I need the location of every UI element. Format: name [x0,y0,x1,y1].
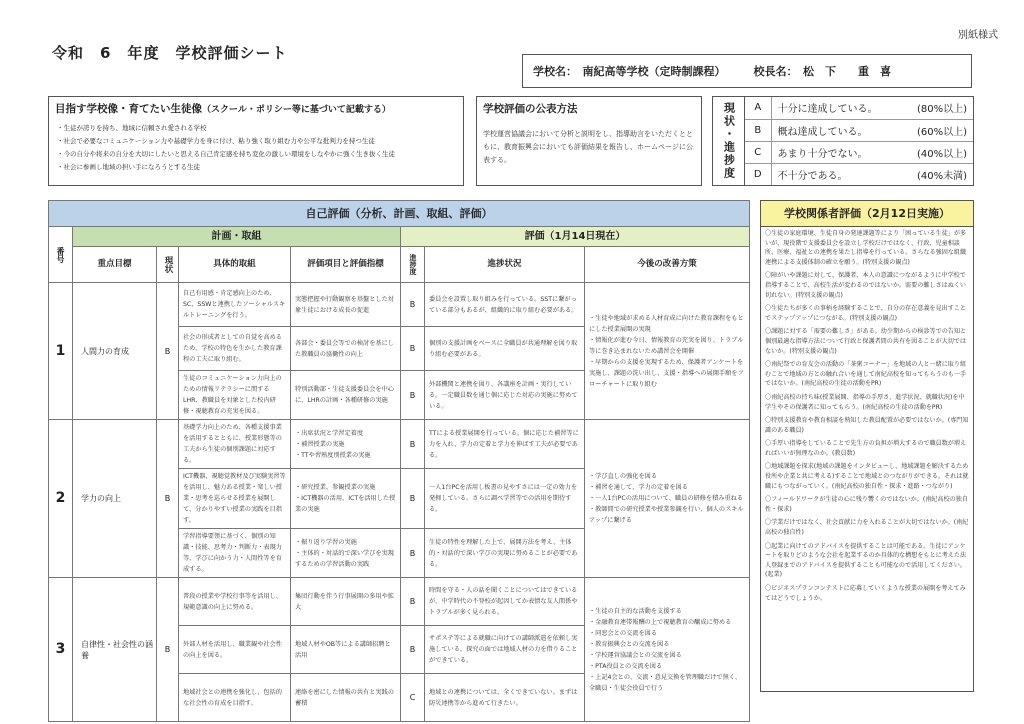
improve-item: ・教育振興会との交流を図る [589,640,670,648]
row-items: 各部会・委員会等での検討を基にした教職員の協働性の向上 [291,327,401,371]
row-state: 一人1台PCを活用し板書の見やすさには一定の効力を発揮している。さらに調べ学習等での活用を期待する。 [425,469,585,529]
principal-label: 校長名： [753,65,792,78]
scale-key: B [745,119,771,141]
scale-range: (40%以上) [901,141,973,163]
row-target: 自律性・社会性の涵養 [73,578,157,722]
scale-box [712,96,974,186]
col-state: 進捗状況 [425,247,585,283]
row-improve [585,420,750,578]
improve-item: ・教師間での研究授業や授業参観を行い、個人のスキルアップに繋げる [589,506,744,524]
improve-item: ・学び直しの強化を図る [589,473,658,480]
row-action: 社会の形成者としての自覚を高めるため、学校の特色を生かした教育課程の工夫に取り組む。 [179,327,291,371]
col-target: 重点目標 [73,247,157,283]
col-items: 評価項目と評価指標 [291,247,401,283]
row-items: ・研究授業、参観授業の実施 ・ICT機器の活用、ICTを活用した授業の実施 [291,469,401,529]
col-action: 具体的取組 [179,247,291,283]
vision-item: ・生徒が誇りを持ち、地域に信頼され愛される学校 [57,124,207,132]
vision-heading: 目指す学校像・育てたい生徒像 [55,103,202,115]
row-improve [585,283,750,420]
row-number: 1 [49,283,73,420]
row-target: 人間力の育成 [73,283,157,420]
row-status: B [157,420,179,578]
vision-list [49,122,463,174]
stakeholder-item: 〇学業だけではなく、社会貢献に力を入れることが大切ではないか。(南紀高校の独自性) [765,519,969,537]
vision-item: ・今の自分や将来の自分を大切にしたいと思える自己肯定感を持ち変化の激しい環境をしなやかに強く生き抜く生徒 [57,150,395,158]
row-state: 委員会を設置し取り組みを行っている。SSTに繋がっている部分もあるが、組織的に取り組む必要がある。 [425,283,585,327]
scale-row [745,97,973,119]
scale-row [745,141,973,163]
scale-key: A [745,97,771,119]
row-progress: B [401,371,425,420]
stakeholder-item: 〇生徒たちが多くの事柄を経験することで、自分の存在意義を見出すことでステップアップにつながる。(特別支援の観点) [765,305,966,322]
row-state: 個別の支援計画をベースに全職員が共通理解を図り取り組む必要がある。 [425,327,585,371]
row-items: 連絡を密にした情報の共有と実践の蓄積 [291,674,401,722]
stakeholder-box [760,200,974,692]
row-state: 時間を守る・人の話を聞くことについてはできているが、中学時代の不登校が起因してか表情な友人関係やトラブルが多く見られる。 [425,578,585,626]
row-number: 2 [49,420,73,578]
improve-item: ・上記4会との、交流・意見交換を管理職だけで無く、全職員・生徒会役員で行う [589,673,742,692]
row-status: B [157,283,179,420]
stakeholder-item: 〇フィールドワークが生徒の心に残り響くのではないか。(南紀高校の独自性・探求) [765,496,968,513]
row-items: 集団行動を伴う行事展開の多用や拡大 [291,578,401,626]
publication-text: 学校運営協議会において分析と説明をし、指導助言をいただくとともに、教育振興会においても評価結果を報告し、ホームページに公表する。 [483,130,693,164]
school-name: 南紀高等学校（定時制課程） [582,65,726,78]
col-improve: 今後の改善方策 [585,247,750,283]
stakeholder-item: 〇ビジネスプランコンテストに応募していくような授業の展開を考えてみてはどうでしょうか。 [765,585,966,602]
improve-item: ・PTA役員との交流を図る [589,662,663,670]
row-target: 学力の向上 [73,420,157,578]
row-progress: C [401,674,425,722]
table-row [49,283,750,327]
publication-box [476,96,702,186]
row-action: 学習指導要領に基づく、個別の知識・技能、思考力・判断力・表現力等、学びに向かう力・人間性等を育成する。 [179,529,291,578]
eval-heading: 評価（1月14日現在） [401,227,750,247]
vision-item: ・社会に参画し地域の担い手になろうとする生徒 [57,163,200,171]
row-items: ・振り返り学習の実施 ・主体的・対話的で深い学びを実現するための学習活動の実践 [291,529,401,578]
scale-range: (80%以上) [901,97,973,119]
scale-text: 概ね達成している。 [771,119,901,141]
row-progress: B [401,469,425,529]
vision-box [48,96,464,186]
stakeholder-body [761,227,973,609]
improve-item: ・生徒や地域が求める人材育成に向けた教育課程をもとにした授業展開の実現 [589,314,744,333]
scale-key: D [745,163,771,185]
scale-label: 現状・進捗度 [713,97,745,185]
row-action: 外部人材を活用し、職業観や社会性の向上を図る。 [179,626,291,674]
row-improve [585,578,750,722]
row-progress: B [401,327,425,371]
scale-range: (40%未満) [916,170,967,182]
row-action: 地域社会との連携を強化し、包括的な社会性の育成を目指す。 [179,674,291,722]
improve-item: ・一人1台PCの活用について、職員の研修を積み重ねる [589,495,744,502]
stakeholder-item: 〇障がいや課題に対して、保護者、本人の意識につながるように中学校で指導することで、高校生活が変わるのではないか。需要の難しさはぬくい切れない。(特別支援の観点) [765,272,966,299]
stakeholder-item: 〇起業に向けてのアドバイスを提供することは可能である。生徒にアンケートを取りどのような会社を起業するのか具体的な構想をもとに考えた法人登録までのアドバイスを提供することも可能なので活用してください。(起業) [765,542,967,579]
row-action: 生徒のコミュニケーション力向上のための情報リテラシーに関するLHR、教職員を対象とした校内研修・視聴教育の充実を図る。 [179,371,291,420]
row-state: TTによる授業展開を行っている。個に応じた補習等に力を入れ、学力の定着と学力を伸ばす工夫が必要である。 [425,420,585,469]
stakeholder-heading: 学校関係者評価（2月12日実施） [761,201,973,227]
stakeholder-item: 〇地域課題を探求(地域の課題をインタビューし、地域課題を解決するため役所や企業と共に考える)することで地域とのつながりができる。それは就職にもつながっていく。(南紀高校の独自性・探求・進路・つながり) [765,463,969,490]
improve-item: ・金融教育連帯報酬の上で視聴教育の醸成に努める [589,618,732,626]
improve-item: ・補習を通して、学力の定着を図る [589,484,688,491]
row-items: 特別活動部・生徒支援委員会を中心に、LHRの計画・各種研修の実施 [291,371,401,420]
school-name-label: 学校名： [533,65,572,78]
row-progress: B [401,283,425,327]
improve-item: ・生徒の自主的な活動を支援する [589,607,682,615]
plan-heading: 計画・取組 [73,227,401,247]
scale-key: C [745,141,771,163]
row-action: 自己有用感・肯定感向上のため、SC、SSWと連携したソーシャルスキルトレーニングを行う。 [179,283,291,327]
scale-range: (60%以上) [901,119,973,141]
table-row [49,578,750,626]
row-state: サポステ等による就職に向けての講師派遣を依頼し実施している。探究の面では地域人材の力を借りることができている。 [425,626,585,674]
row-state: 生徒の特性を理解した上で、展開方法を考え、主体的・対話的で深い学びの実現に努めることが必要である。 [425,529,585,578]
row-action: 普段の授業や学校行事等を活用し、規範意識の向上に努める。 [179,578,291,626]
vision-item: ・社会で必要なコミュニケーション力や基礎学力を身に付け、粘り強く取り組む力や公平な批判力を持つ生徒 [57,137,375,145]
improve-item: ・同窓会との交流を図る [589,629,658,637]
school-info [522,54,972,88]
col-status: 現状 [157,247,179,283]
stakeholder-item: 〇課題に対する「需要の難しさ」がある。幼少期からの検診等での告知と個別最適な指導方法について行政と保護者間の共有を図ることが大切ではないか。(特別支援の観点) [765,328,967,355]
row-progress: B [401,626,425,674]
stakeholder-item: 〇手厚い指導をしていることで先生方の負担が増大するので職員数が増えればいいが無理なのか。(教員数) [765,440,967,457]
vision-heading-sub: （スクール・ポリシー等に基づいて記載する） [202,105,391,115]
stakeholder-item: 〇生徒の家庭環境、生徒自身の発達課題等により「困っている生徒」が多いが、現役階で支援委員会を設立し学校だけではなく、行政、児童相談所、医療、福祉との連携を果たし指導を行っている。さらなる強固な組織連携による支援体制の確立を願う。(特別支援の観点) [765,230,967,266]
scale-row [745,119,973,141]
scale-row [745,163,973,185]
publication-heading: 学校評価の公表方法 [483,103,578,115]
row-progress: B [401,529,425,578]
row-action: ICT機器、視聴覚教材及び実験実習等を活用し、魅力ある授業・楽しい授業・思考を巡らせる授業を展開して、分かりやすい授業の実践を目指す。 [179,469,291,529]
col-progress: 進捗度 [401,247,425,283]
row-items: ・出席状況と学習定着度 ・補習授業の実施 ・TTや習熟度別授業の実施 [291,420,401,469]
row-items: 実態把握や行動観察を基盤とした対象生徒における成長の促進 [291,283,401,327]
self-evaluation-heading: 自己評価（分析、計画、取組、評価） [49,201,750,227]
stakeholder-item: 〇南紀祭での育友会の活動の「茶粥コーナー」を地域の人と一緒に取り組むことで地域の方との触れ合いを通して南紀高校を知ってもらうのも一手ではないか。(南紀高校の生徒の活動をPR) [765,361,967,388]
scale-table [745,97,973,185]
principal-name: 松 下 重 喜 [803,65,891,78]
row-action: 基礎学力向上のため、各種支援事業を活用するとともに、授業形態等の工夫から生徒の個別課題に対応する。 [179,420,291,469]
row-items: 地域人材やOB等による講師招聘と活用 [291,626,401,674]
row-state: 地域との連携については、全くできていない。まずは防災連携等から進めて行きたい。 [425,674,585,722]
improve-item: ・情報化が進む今日、情報教育の充実を図り、トラブル等に巻き込まれないため講習会を開催 [589,336,744,355]
row-status: B [157,578,179,722]
col-num: 番号 [49,227,73,283]
form-note: 別紙様式 [958,30,998,41]
scale-text: 不十分である。 [777,170,848,182]
improve-item: ・学校運営協議会との交流を図る [589,651,682,659]
stakeholder-item: 〇南紀高校の持ち味(授業展開、指導の手厚さ、進学状況、就職状況)を中学生やその保護者に知ってもらう。(南紀高校の生徒の活動をPR) [765,393,965,411]
row-progress: B [401,578,425,626]
row-state: 外部機関と連携を図り、各講座を計画・実行している。一定職員数を通じ個に応じた対応の実施に努めている。 [425,371,585,420]
scale-text: あまり十分でない。 [771,141,901,163]
improve-item: ・早期からの支援を実現するため、保護者アンケートを実施し、課題の洗い出し、支援・指導への展開手順をフローチャートに取り組む [589,358,744,388]
scale-text: 十分に達成している。 [771,97,901,119]
row-progress: B [401,420,425,469]
stakeholder-item: 〇特別支援教育や教育相談を熟知した教員配置が必要ではないか。(専門知識のある職員) [765,417,969,434]
page-title: 令和 6 年度 学校評価シート [52,44,288,62]
self-evaluation-table [48,200,750,722]
table-row [49,420,750,469]
row-number: 3 [49,578,73,722]
